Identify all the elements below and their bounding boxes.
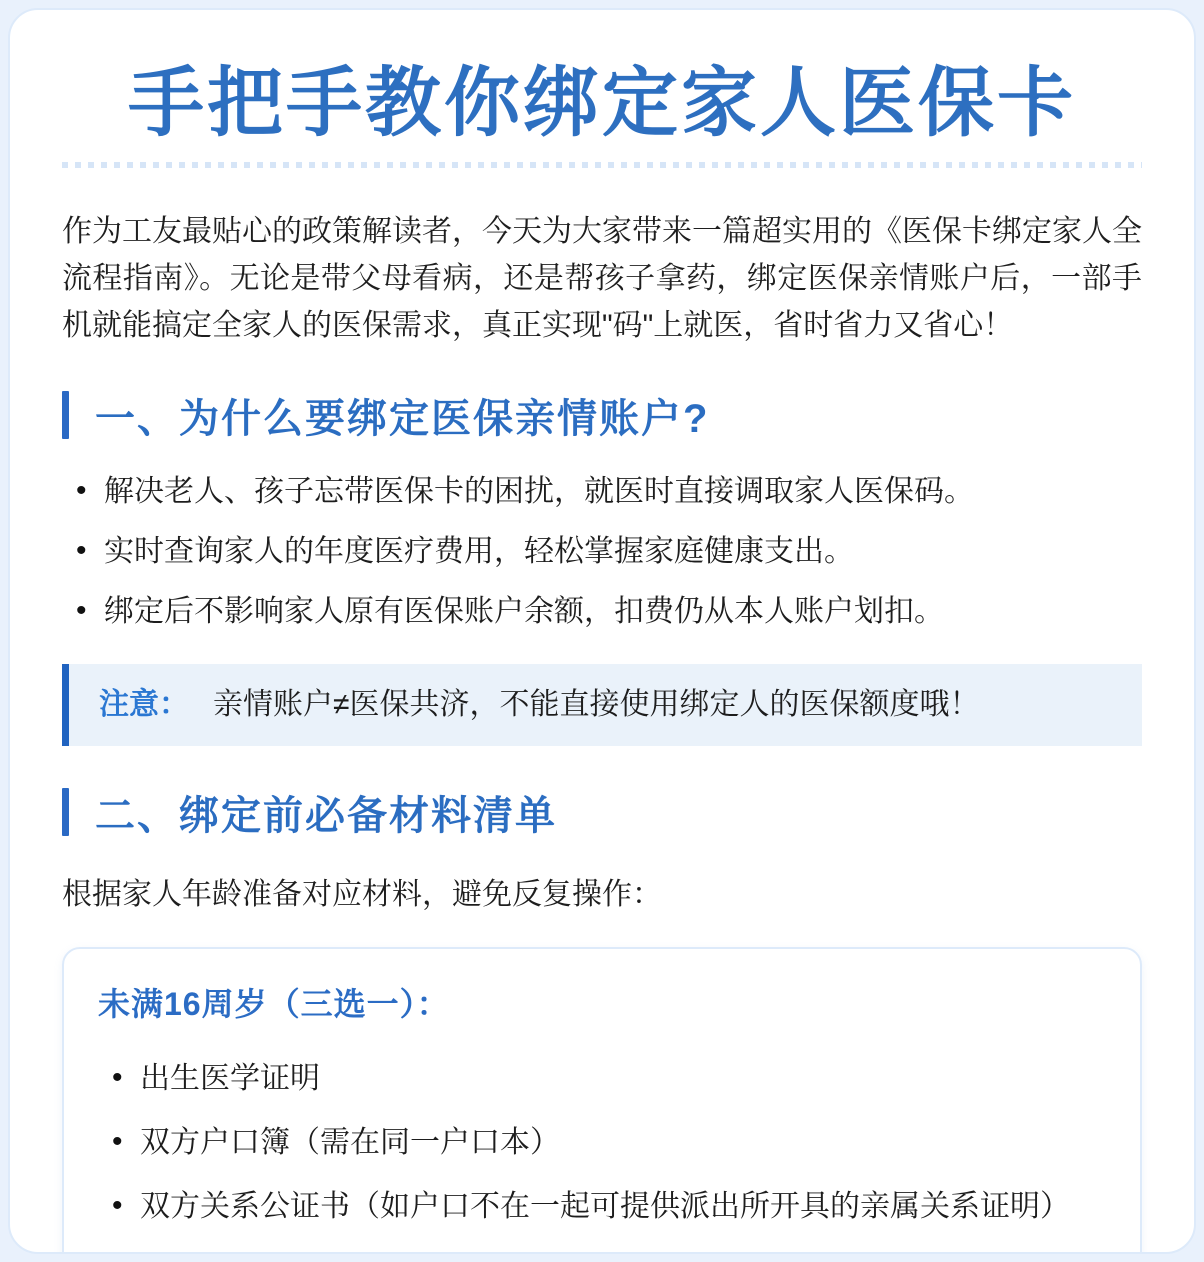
intro-paragraph: 作为工友最贴心的政策解读者，今天为大家带来一篇超实用的《医保卡绑定家人全流程指南》。无论是带父母看病，还是帮孩子拿药，绑定医保亲情账户后，一部手机就能搞定全家人的医保需求，真正实现"码"上就医，省时省力又省心！ (62, 214, 1142, 342)
list-item (98, 1125, 1106, 1161)
dotted-divider (62, 162, 1142, 168)
section1-bullet-list (62, 474, 1142, 630)
notice-box (62, 664, 1142, 746)
bullet-text: 双方关系公证书（如户口不在一起可提供派出所开具的亲属关系证明） (140, 1189, 1070, 1223)
accent-bar (62, 788, 69, 836)
bullet-text: 解决老人、孩子忘带医保卡的困扰，就医时直接调取家人医保码。 (104, 474, 974, 508)
page-title: 手把手教你绑定家人医保卡 (128, 61, 1076, 146)
materials-card-heading: 未满16周岁（三选一）： (98, 985, 450, 1022)
section1-header (62, 387, 1142, 444)
notice-text: 亲情账户≠医保共济，不能直接使用绑定人的医保额度哦！ (213, 687, 980, 721)
section2-heading: 二、绑定前必备材料清单 (95, 793, 557, 838)
materials-card (62, 947, 1142, 1254)
bullet-text: 绑定后不影响家人原有医保账户余额，扣费仍从本人账户划扣。 (104, 594, 944, 628)
materials-bullet-list (98, 1061, 1106, 1225)
list-item (98, 1189, 1106, 1225)
notice-label: 注意： (99, 687, 189, 721)
list-item (62, 594, 1142, 630)
list-item (62, 474, 1142, 510)
bullet-text: 双方户口簿（需在同一户口本） (140, 1125, 560, 1159)
accent-bar (62, 391, 69, 439)
section1-heading: 一、为什么要绑定医保亲情账户? (95, 396, 710, 441)
section2-header (62, 784, 1142, 841)
section2-intro: 根据家人年龄准备对应材料，避免反复操作： (62, 877, 662, 911)
article-card (8, 8, 1196, 1254)
bullet-text: 实时查询家人的年度医疗费用，轻松掌握家庭健康支出。 (104, 534, 854, 568)
list-item (98, 1061, 1106, 1097)
bullet-text: 出生医学证明 (140, 1061, 320, 1095)
list-item (62, 534, 1142, 570)
